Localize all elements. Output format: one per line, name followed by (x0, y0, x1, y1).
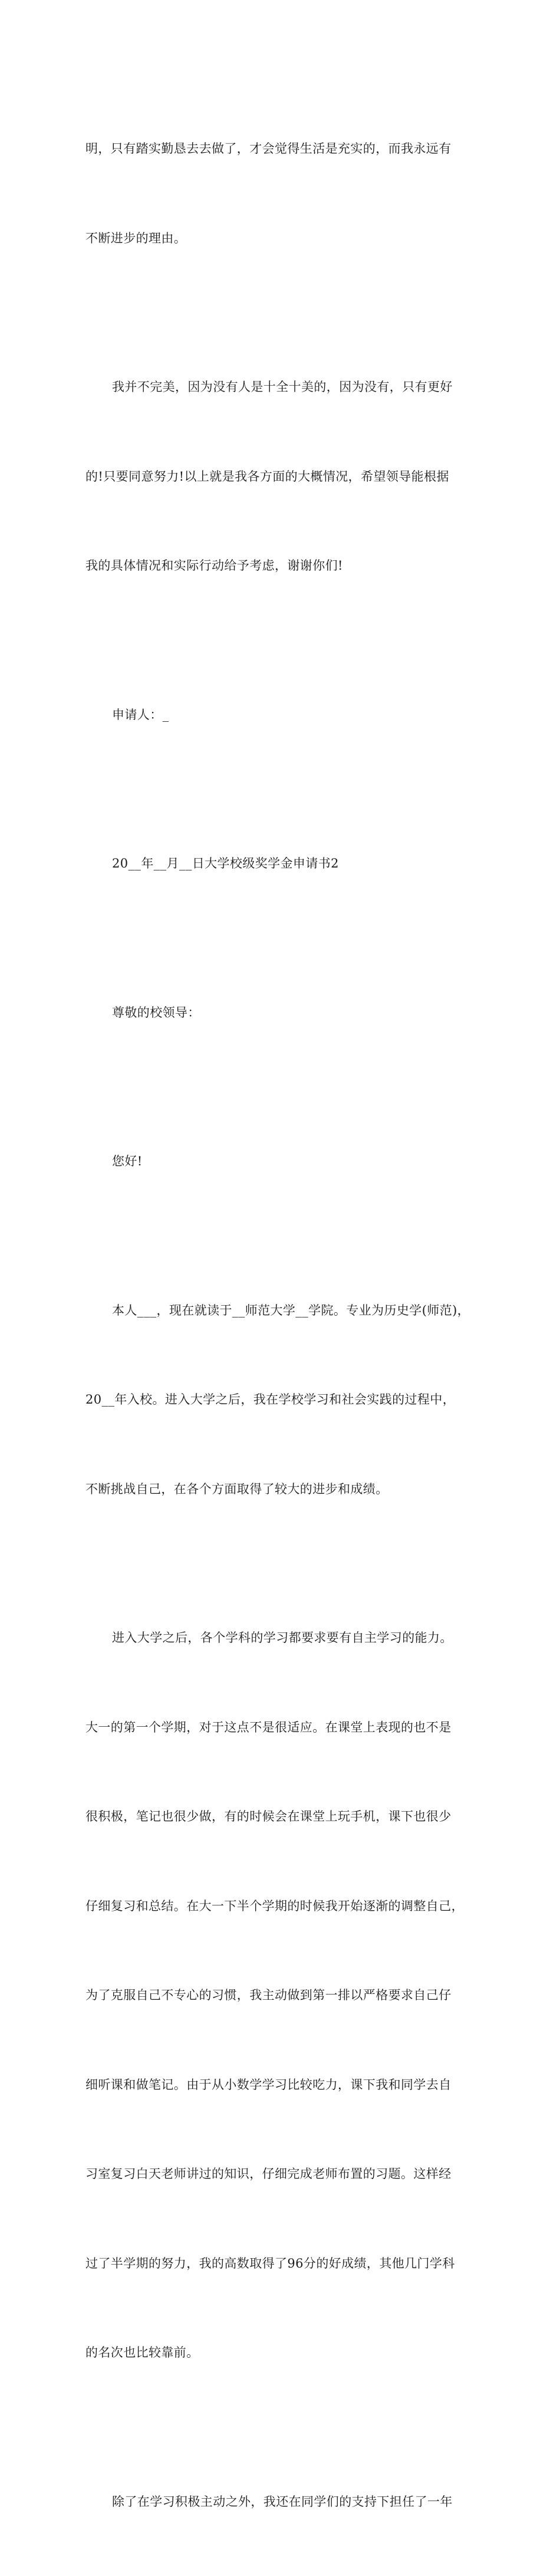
paragraph-introduction (85, 1236, 480, 1564)
paragraph-study (85, 1563, 480, 2427)
text-line: 很积极，笔记也很少做，有的时候会在课堂上玩手机，课下也很少 (85, 1802, 480, 1832)
text-line: 的!只要同意努力!以上就是我各方面的大概情况，希望领导能根据 (85, 462, 480, 492)
paragraph-activities (85, 2427, 480, 2576)
text-line: 您好! (85, 1146, 480, 1177)
text-line: 习室复习白天老师讲过的知识，仔细完成老师布置的习题。这样经 (85, 2159, 480, 2189)
text-line: 我并不完美，因为没有人是十全十美的，因为没有，只有更好 (85, 372, 480, 402)
text-line: 不断进步的理由。 (85, 224, 480, 254)
text-line: 细听课和做笔记。由于从小数学学习比较吃力，课下我和同学去自 (85, 2070, 480, 2100)
text-line: 明，只有踏实勤恳去去做了，才会觉得生活是充实的，而我永远有 (85, 134, 480, 164)
date-and-title (85, 789, 480, 938)
text-line: 申请人：_ (85, 700, 480, 730)
text-line: 过了半学期的努力，我的高数取得了96分的好成绩，其他几门学科 (85, 2249, 480, 2279)
text-line: 除了在学习积极主动之外，我还在同学们的支持下担任了一年 (85, 2487, 480, 2517)
text-line: 本人___，现在就读于__师范大学__学院。专业为历史学(师范)， (85, 1296, 480, 1326)
applicant-signature (85, 640, 480, 790)
paragraph-1 (85, 74, 480, 313)
text-line: 不断挑战自己，在各个方面取得了较大的进步和成绩。 (85, 1474, 480, 1504)
text-line: 的名次也比较靠前。 (85, 2338, 480, 2368)
text-line: 为了克服自己不专心的习惯，我主动做到第一排以严格要求自己仔 (85, 1980, 480, 2010)
greeting (85, 1087, 480, 1236)
text-line: 20__年入校。进入大学之后，我在学校学习和社会实践的过程中， (85, 1385, 480, 1415)
text-line: 20__年__月__日大学校级奖学金申请书2 (85, 849, 480, 879)
text-line: 仔细复习和总结。在大一下半个学期的时候我开始逐渐的调整自己， (85, 1891, 480, 1921)
paragraph-2 (85, 313, 480, 640)
text-line: 大一的第一个学期，对于这点不是很适应。在课堂上表现的也不是 (85, 1713, 480, 1743)
salutation (85, 938, 480, 1087)
text-line: 进入大学之后，各个学科的学习都要求要有自主学习的能力。 (85, 1623, 480, 1653)
document-page (85, 74, 480, 2576)
text-line: 我的具体情况和实际行动给予考虑，谢谢你们! (85, 551, 480, 581)
text-line: 尊敬的校领导： (85, 998, 480, 1028)
